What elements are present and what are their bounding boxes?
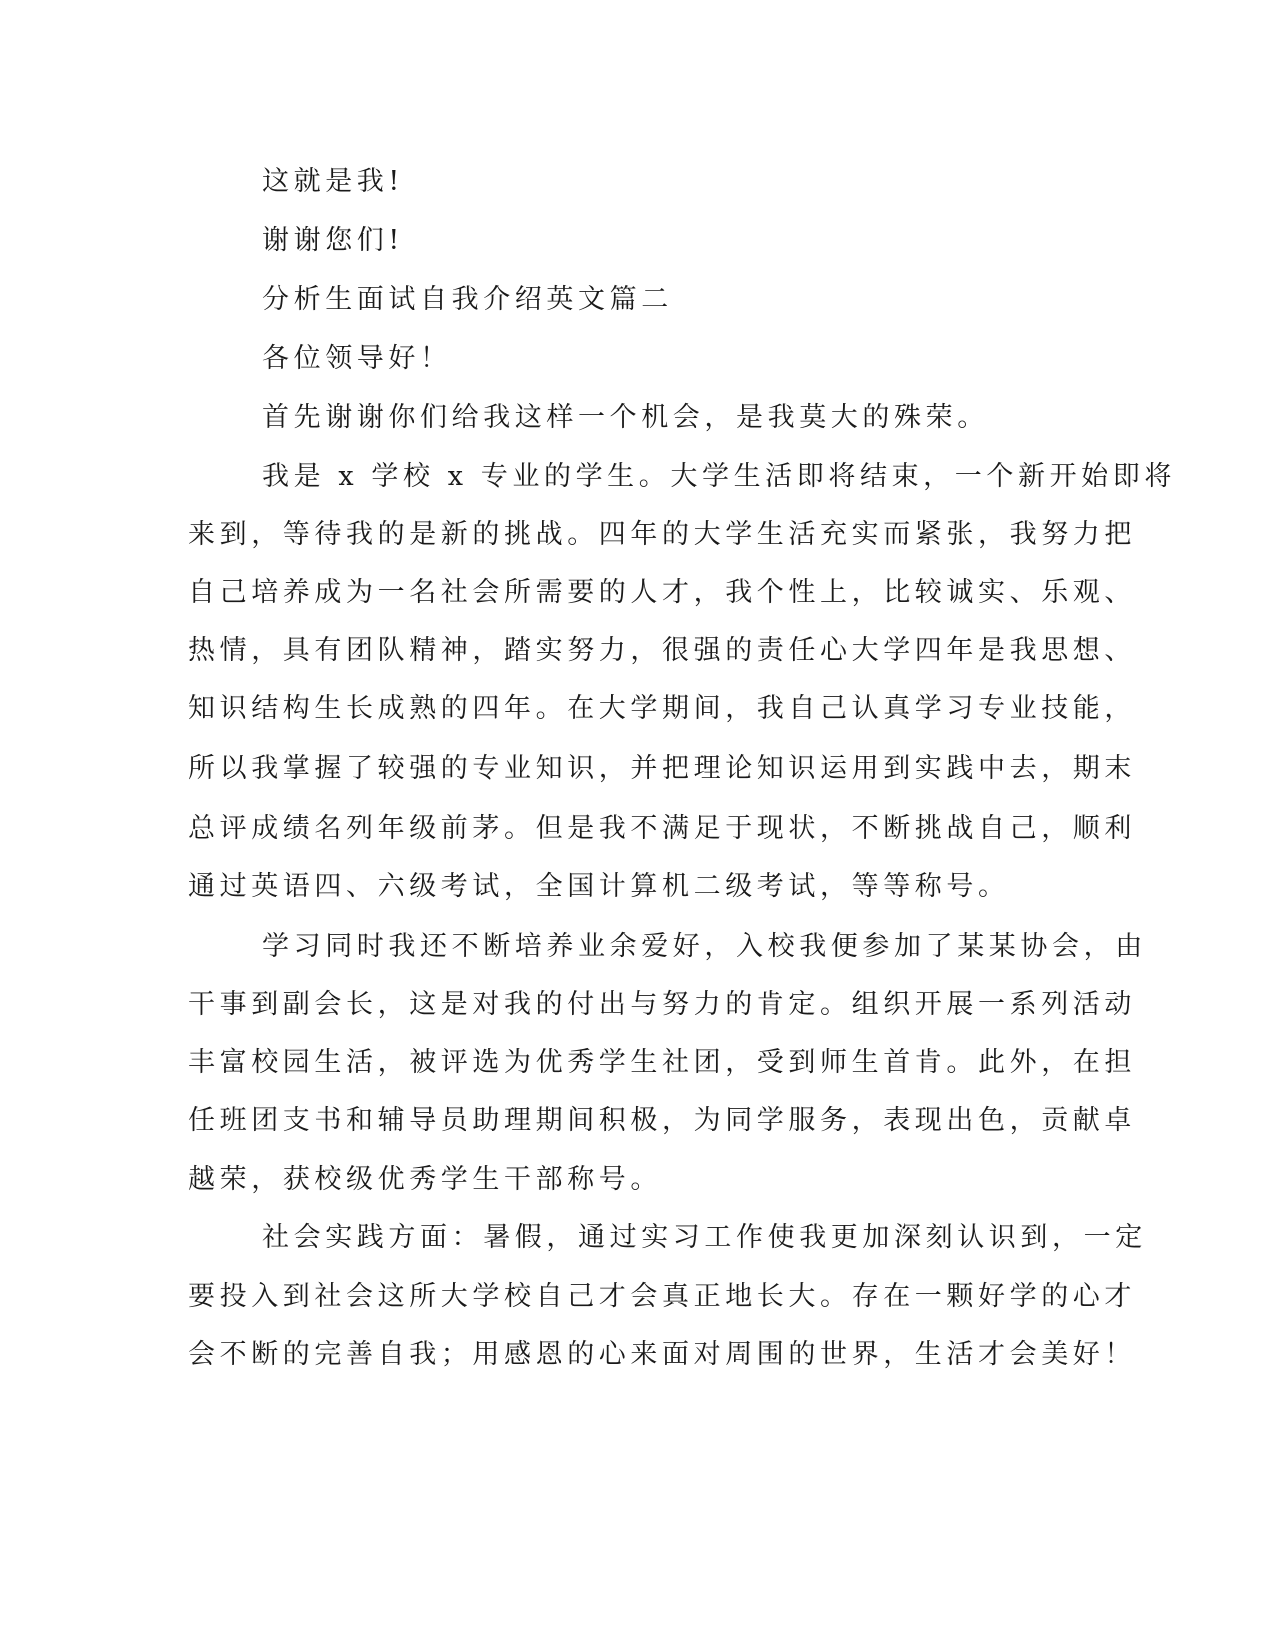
paragraph-line: 自己培养成为一名社会所需要的人才，我个性上，比较诚实、乐观、 (188, 577, 1136, 608)
paragraph-line: 学习同时我还不断培养业余爱好，入校我便参加了某某协会，由 (262, 931, 1147, 962)
paragraph-line: 丰富校园生活，被评选为优秀学生社团，受到师生首肯。此外，在担 (188, 1047, 1136, 1078)
paragraph-line: 会不断的完善自我；用感恩的心来面对周围的世界，生活才会美好！ (188, 1339, 1136, 1370)
thanks-line: 谢谢您们! (262, 225, 404, 256)
paragraph-line: 要投入到社会这所大学校自己才会真正地长大。存在一颗好学的心才 (188, 1281, 1136, 1312)
paragraph-line: 任班团支书和辅导员助理期间积极，为同学服务，表现出色，贡献卓 (188, 1105, 1136, 1136)
paragraph-line: 所以我掌握了较强的专业知识，并把理论知识运用到实践中去，期末 (188, 753, 1136, 784)
greeting-line: 各位领导好！ (262, 343, 452, 374)
paragraph-line: 通过英语四、六级考试，全国计算机二级考试，等等称号。 (188, 871, 1010, 902)
paragraph-line: 总评成绩名列年级前茅。但是我不满足于现状，不断挑战自己，顺利 (188, 813, 1136, 844)
section-heading: 分析生面试自我介绍英文篇二 (262, 284, 673, 315)
paragraph-line: 热情，具有团队精神，踏实努力，很强的责任心大学四年是我思想、 (188, 635, 1136, 666)
paragraph-line: 越荣，获校级优秀学生干部称号。 (188, 1164, 662, 1195)
closing-line: 这就是我! (262, 166, 404, 197)
paragraph-line: 干事到副会长，这是对我的付出与努力的肯定。组织开展一系列活动 (188, 989, 1136, 1020)
paragraph-line: 知识结构生长成熟的四年。在大学期间，我自己认真学习专业技能， (188, 693, 1136, 724)
paragraph-line: 我是 x 学校 x 专业的学生。大学生活即将结束，一个新开始即将 (262, 461, 1176, 492)
paragraph-line: 社会实践方面：暑假，通过实习工作使我更加深刻认识到，一定 (262, 1222, 1147, 1253)
paragraph-line: 来到，等待我的是新的挑战。四年的大学生活充实而紧张，我努力把 (188, 519, 1136, 550)
paragraph-line: 首先谢谢你们给我这样一个机会，是我莫大的殊荣。 (262, 402, 989, 433)
